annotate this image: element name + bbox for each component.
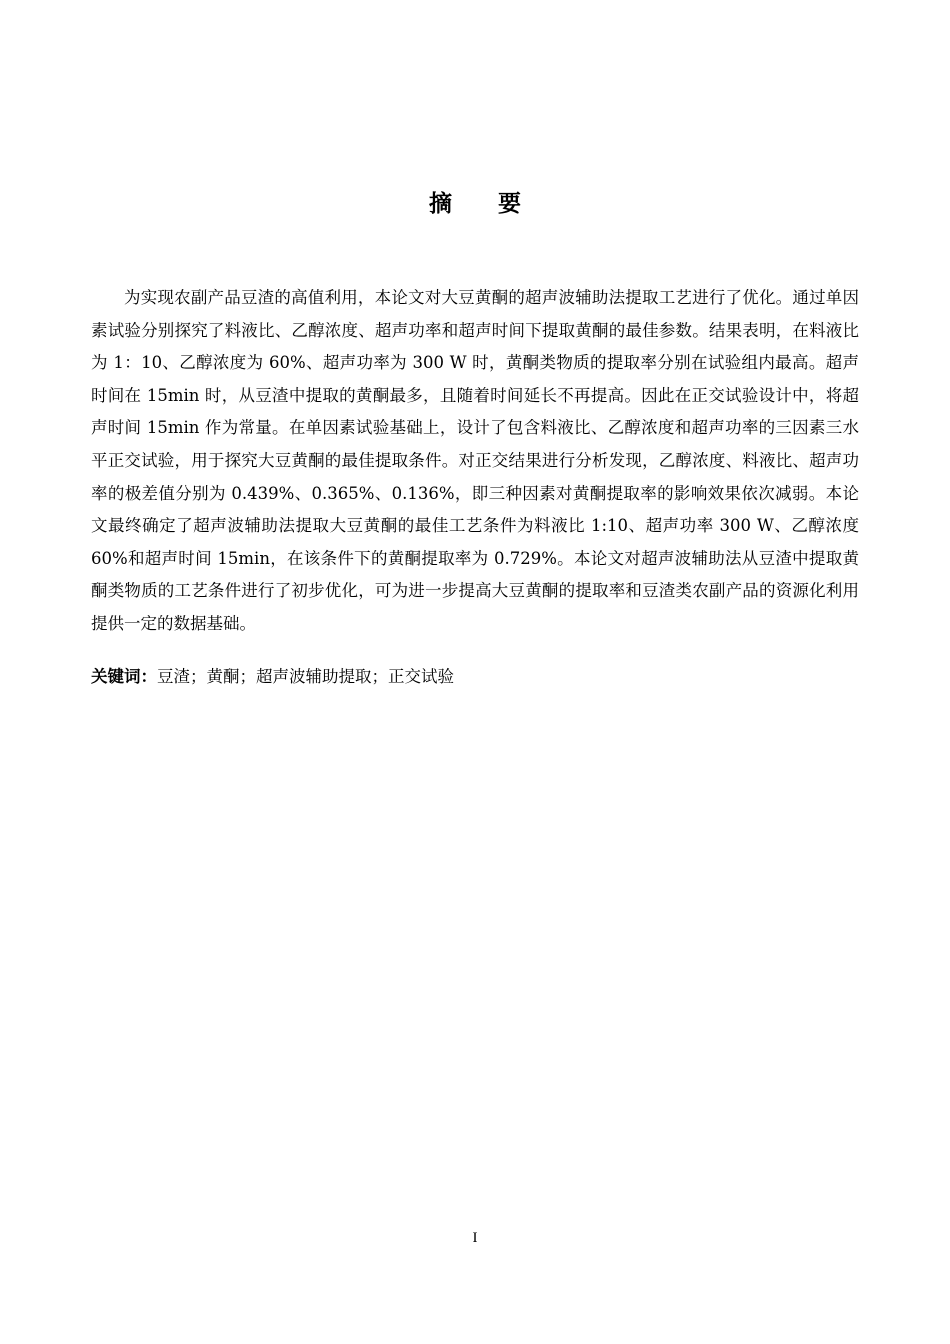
abstract-title: 摘要 (429, 191, 567, 217)
keywords-label: 关键词： (91, 667, 157, 686)
page-number: I (472, 1230, 478, 1246)
keywords-list: 豆渣；黄酮；超声波辅助提取；正交试验 (157, 667, 454, 686)
keywords-line (91, 661, 859, 693)
abstract-body: 为实现农副产品豆渣的高值利用，本论文对大豆黄酮的超声波辅助法提取工艺进行了优化。通过单因素试验分别探究了料液比、乙醇浓度、超声功率和超声时间下提取黄酮的最佳参数。结果表明，在料液比为 1：10、乙醇浓度为 60%、超声功率为 300 W 时，黄酮类物质的提取率分别在试验组内最高。超声时间在 15min 时，从豆渣中提取的黄酮最多，且随着时间延长不再提高。因此在正交试验设计中，将超声时间 15min 作为常量。在单因素试验基础上，设计了包含料液比、乙醇浓度和超声功率的三因素三水平正交试验，用于探究大豆黄酮的最佳提取条件。对正交结果进行分析发现，乙醇浓度、料液比、超声功率的极差值分别为 0.439%、0.365%、0.136%，即三种因素对黄酮提取率的影响效果依次减弱。本论文最终确定了超声波辅助法提取大豆黄酮的最佳工艺条件为料液比 1:10、超声功率 300 W、乙醇浓度 60%和超声时间 15min，在该条件下的黄酮提取率为 0.729%。本论文对超声波辅助法从豆渣中提取黄酮类物质的工艺条件进行了初步优化，可为进一步提高大豆黄酮的提取率和豆渣类农副产品的资源化利用提供一定的数据基础。 (91, 288, 859, 633)
